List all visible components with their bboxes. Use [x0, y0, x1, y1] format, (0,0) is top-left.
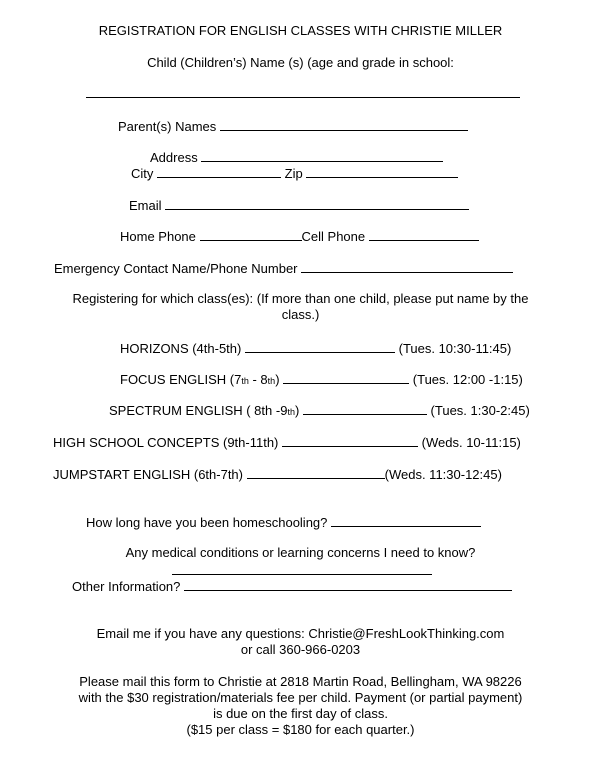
contact-line-1: Email me if you have any questions: Christie@FreshLookThinking.com: [96, 626, 505, 641]
class-name-spectrum: SPECTRUM ENGLISH ( 8th -9th): [109, 403, 300, 418]
class-field-high-school[interactable]: [282, 434, 418, 447]
class-time-jumpstart: (Weds. 11:30-12:45): [384, 467, 502, 482]
cell-phone-label: Cell Phone: [301, 229, 366, 244]
mail-line-4: ($15 per class = $180 for each quarter.): [186, 722, 415, 737]
class-field-horizons[interactable]: [245, 340, 395, 353]
class-name-horizons: HORIZONS (4th-5th): [120, 341, 242, 356]
parent-names-row: [118, 118, 468, 135]
address-row: [150, 149, 443, 166]
class-name-focus: FOCUS ENGLISH (7th - 8th): [120, 372, 280, 387]
city-zip-row: [131, 165, 458, 182]
class-name-high-school: HIGH SCHOOL CONCEPTS (9th-11th): [53, 435, 279, 450]
city-field[interactable]: [157, 165, 281, 178]
home-phone-field[interactable]: [200, 228, 302, 241]
class-field-spectrum[interactable]: [303, 402, 427, 415]
class-field-focus[interactable]: [283, 371, 409, 384]
zip-label: Zip: [284, 166, 303, 181]
email-label: Email: [129, 198, 162, 213]
class-row-spectrum: [109, 402, 530, 420]
registering-line-1: Registering for which class(es): (If more than one child, please put name by the: [72, 291, 529, 306]
cell-phone-field[interactable]: [369, 228, 479, 241]
class-field-jumpstart[interactable]: [247, 466, 385, 479]
mail-line-2: with the $30 registration/materials fee per child. Payment (or partial payment): [78, 690, 523, 705]
class-row-horizons: [120, 340, 511, 357]
class-time-high-school: (Weds. 10-11:15): [421, 435, 521, 450]
emergency-label: Emergency Contact Name/Phone Number: [54, 261, 298, 276]
class-row-jumpstart: [53, 466, 502, 483]
registering-line-2: class.): [281, 307, 320, 322]
class-time-spectrum: (Tues. 1:30-2:45): [430, 403, 530, 418]
emergency-field[interactable]: [301, 260, 513, 273]
homeschool-label: How long have you been homeschooling?: [86, 515, 328, 530]
city-label: City: [131, 166, 154, 181]
address-label: Address: [150, 150, 198, 165]
parent-names-field[interactable]: [220, 118, 468, 131]
emergency-row: [54, 260, 513, 277]
class-time-focus: (Tues. 12:00 -1:15): [412, 372, 523, 387]
zip-field[interactable]: [306, 165, 458, 178]
form-title: REGISTRATION FOR ENGLISH CLASSES WITH CHRISTIE MILLER: [98, 23, 503, 38]
medical-field[interactable]: [172, 574, 432, 575]
phone-row: [120, 228, 479, 245]
other-info-field[interactable]: [184, 578, 512, 591]
mail-line-1: Please mail this form to Christie at 2818 Martin Road, Bellingham, WA 98226: [79, 674, 522, 689]
other-info-row: [72, 578, 512, 595]
class-time-horizons: (Tues. 10:30-11:45): [398, 341, 512, 356]
class-name-jumpstart: JUMPSTART ENGLISH (6th-7th): [53, 467, 243, 482]
other-info-label: Other Information?: [72, 579, 181, 594]
mail-line-3: is due on the first day of class.: [213, 706, 388, 721]
home-phone-label: Home Phone: [120, 229, 196, 244]
class-row-high-school: [53, 434, 521, 451]
homeschool-field[interactable]: [331, 514, 481, 527]
parent-names-label: Parent(s) Names: [118, 119, 217, 134]
child-name-field[interactable]: [86, 97, 520, 98]
child-name-label: Child (Children’s) Name (s) (age and grade in school:: [147, 55, 454, 70]
email-row: [129, 197, 469, 214]
homeschool-row: [86, 514, 481, 531]
email-field[interactable]: [165, 197, 469, 210]
contact-line-2: or call 360-966-0203: [240, 642, 361, 657]
address-field[interactable]: [201, 149, 443, 162]
class-row-focus: [120, 371, 523, 389]
medical-label: Any medical conditions or learning concerns I need to know?: [125, 545, 476, 560]
